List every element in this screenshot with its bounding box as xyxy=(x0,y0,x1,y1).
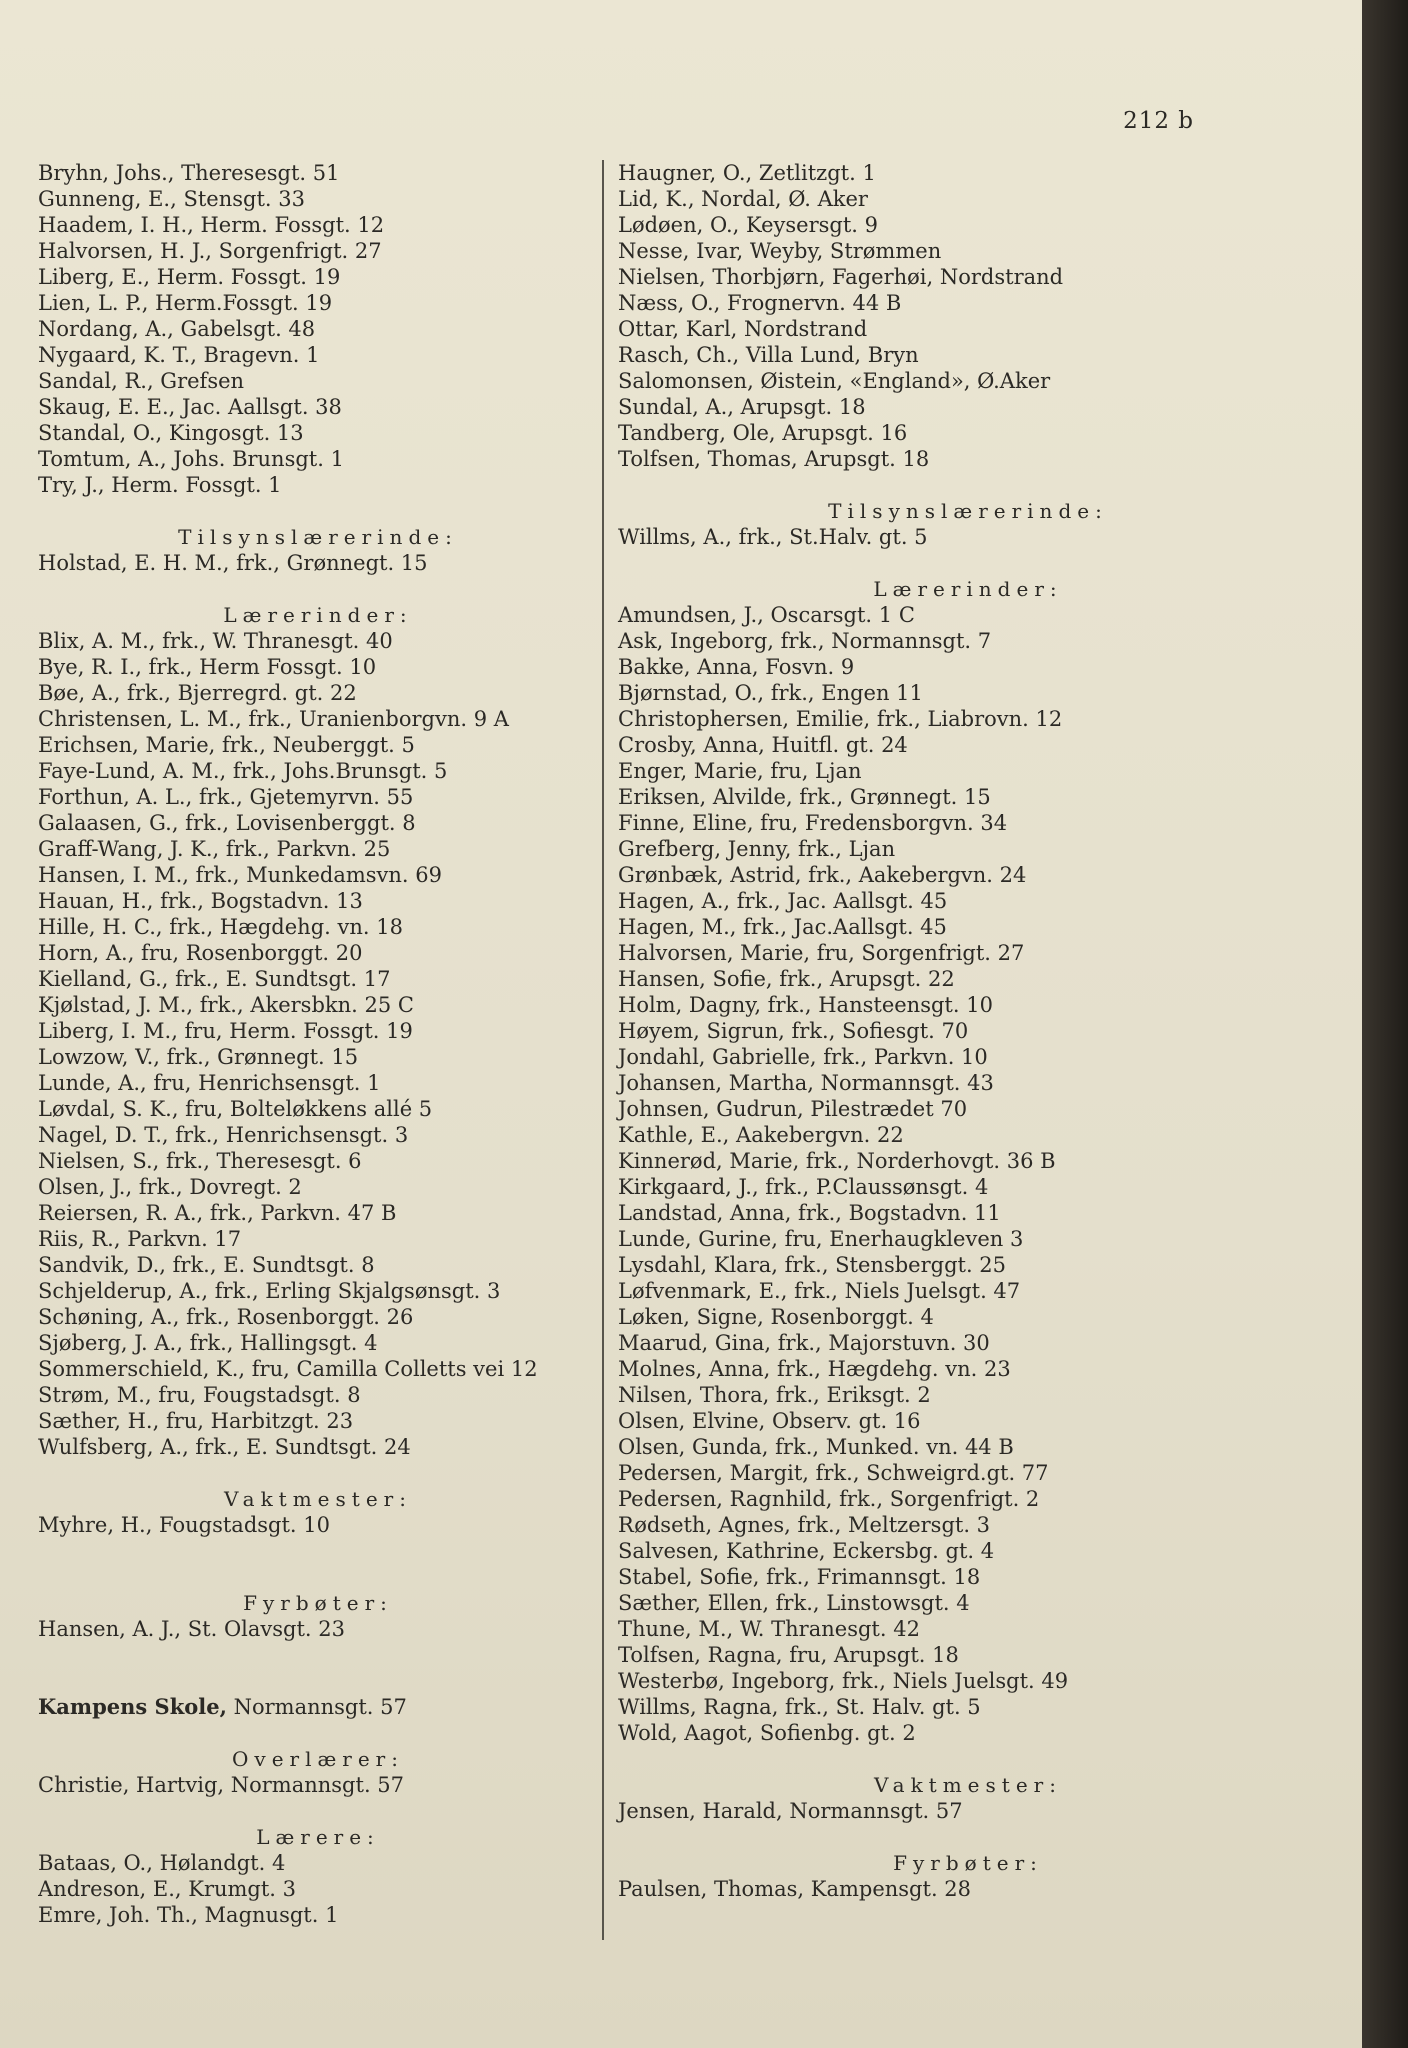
section-heading: Lærerinder: xyxy=(873,577,1063,601)
directory-entry: Thune, M., W. Thranesgt. 42 xyxy=(618,1617,920,1641)
directory-entry: Halvorsen, H. J., Sorgenfrigt. 27 xyxy=(38,239,382,263)
directory-entry: Try, J., Herm. Fossgt. 1 xyxy=(38,473,282,497)
directory-entry: Sæther, Ellen, frk., Linstowsgt. 4 xyxy=(618,1591,970,1615)
directory-entry: Nagel, D. T., frk., Henrichsensgt. 3 xyxy=(38,1123,409,1147)
directory-entry: Horn, A., fru, Rosenborggt. 20 xyxy=(38,941,363,965)
directory-entry: Olsen, J., frk., Dovregt. 2 xyxy=(38,1175,302,1199)
directory-entry: Bryhn, Johs., Theresesgt. 51 xyxy=(38,161,340,185)
directory-entry: Christie, Hartvig, Normannsgt. 57 xyxy=(38,1773,405,1797)
directory-entry: Skaug, E. E., Jac. Aallsgt. 38 xyxy=(38,395,342,419)
directory-entry: Westerbø, Ingeborg, frk., Niels Juelsgt. 49 xyxy=(618,1669,1069,1693)
directory-entry: Rødseth, Agnes, frk., Meltzersgt. 3 xyxy=(618,1513,991,1537)
directory-entry: Lien, L. P., Herm.Fossgt. 19 xyxy=(38,291,333,315)
directory-entry: Maarud, Gina, frk., Majorstuvn. 30 xyxy=(618,1331,990,1355)
directory-entry: Jondahl, Gabrielle, frk., Parkvn. 10 xyxy=(618,1045,988,1069)
directory-entry: Sundal, A., Arupsgt. 18 xyxy=(618,395,866,419)
directory-entry: Lid, K., Nordal, Ø. Aker xyxy=(618,187,868,211)
directory-entry: Hagen, A., frk., Jac. Aallsgt. 45 xyxy=(618,889,948,913)
directory-entry: Reiersen, R. A., frk., Parkvn. 47 B xyxy=(38,1201,397,1225)
directory-entry: Løvdal, S. K., fru, Bolteløkkens allé 5 xyxy=(38,1097,433,1121)
directory-entry: Liberg, E., Herm. Fossgt. 19 xyxy=(38,265,341,289)
directory-entry: Gunneng, E., Stensgt. 33 xyxy=(38,187,305,211)
school-name: Kampens Skole, xyxy=(38,1694,227,1719)
directory-entry: Lysdahl, Klara, frk., Stensberggt. 25 xyxy=(618,1253,1007,1277)
section-heading: Vaktmester: xyxy=(224,1487,412,1511)
directory-entry: Lødøen, O., Keysersgt. 9 xyxy=(618,213,879,237)
directory-entry: Tomtum, A., Johs. Brunsgt. 1 xyxy=(38,447,344,471)
directory-entry: Crosby, Anna, Huitfl. gt. 24 xyxy=(618,733,908,757)
directory-entry: Ask, Ingeborg, frk., Normannsgt. 7 xyxy=(618,629,992,653)
directory-entry: Finne, Eline, fru, Fredensborgvn. 34 xyxy=(618,811,1008,835)
directory-entry: Sandal, R., Grefsen xyxy=(38,369,245,393)
directory-entry: Tolfsen, Thomas, Arupsgt. 18 xyxy=(618,447,930,471)
column-divider xyxy=(602,160,604,1940)
spacer xyxy=(38,1538,598,1564)
directory-entry: Haugner, O., Zetlitzgt. 1 xyxy=(618,161,876,185)
section-heading: Lærere: xyxy=(256,1825,380,1849)
directory-entry: Nielsen, Thorbjørn, Fagerhøi, Nordstrand xyxy=(618,265,1064,289)
directory-entry: Riis, R., Parkvn. 17 xyxy=(38,1227,242,1251)
directory-entry: Sommerschield, K., fru, Camilla Colletts vei 12 xyxy=(38,1357,538,1381)
directory-entry: Næss, O., Frognervn. 44 B xyxy=(618,291,902,315)
directory-entry: Løfvenmark, E., frk., Niels Juelsgt. 47 xyxy=(618,1279,1021,1303)
directory-entry: Wulfsberg, A., frk., E. Sundtsgt. 24 xyxy=(38,1435,411,1459)
directory-entry: Nilsen, Thora, frk., Eriksgt. 2 xyxy=(618,1383,931,1407)
section-heading: Overlærer: xyxy=(232,1747,404,1771)
directory-entry: Holstad, E. H. M., frk., Grønnegt. 15 xyxy=(38,551,428,575)
directory-entry: Nordang, A., Gabelsgt. 48 xyxy=(38,317,316,341)
directory-entry: Wold, Aagot, Sofienbg. gt. 2 xyxy=(618,1721,916,1745)
directory-entry: Hansen, I. M., frk., Munkedamsvn. 69 xyxy=(38,863,442,887)
directory-entry: Pedersen, Ragnhild, frk., Sorgenfrigt. 2 xyxy=(618,1487,1040,1511)
directory-entry: Bjørnstad, O., frk., Engen 11 xyxy=(618,681,923,705)
directory-entry: Tandberg, Ole, Arupsgt. 16 xyxy=(618,421,908,445)
directory-entry: Willms, Ragna, frk., St. Halv. gt. 5 xyxy=(618,1695,981,1719)
directory-entry: Strøm, M., fru, Fougstadsgt. 8 xyxy=(38,1383,361,1407)
directory-entry: Bye, R. I., frk., Herm Fossgt. 10 xyxy=(38,655,377,679)
directory-entry: Kjølstad, J. M., frk., Akersbkn. 25 C xyxy=(38,993,414,1017)
spacer xyxy=(38,1642,598,1694)
directory-entry: Hauan, H., frk., Bogstadvn. 13 xyxy=(38,889,363,913)
directory-entry: Schøning, A., frk., Rosenborggt. 26 xyxy=(38,1305,414,1329)
directory-entry: Landstad, Anna, frk., Bogstadvn. 11 xyxy=(618,1201,1001,1225)
directory-entry: Myhre, H., Fougstadsgt. 10 xyxy=(38,1513,330,1537)
directory-entry: Grønbæk, Astrid, frk., Aakebergvn. 24 xyxy=(618,863,1027,887)
right-column xyxy=(618,160,1318,1902)
directory-entry: Hansen, A. J., St. Olavsgt. 23 xyxy=(38,1617,345,1641)
directory-entry: Standal, O., Kingosgt. 13 xyxy=(38,421,304,445)
directory-entry: Christensen, L. M., frk., Uranienborgvn. 9 A xyxy=(38,707,509,731)
directory-entry: Johansen, Martha, Normannsgt. 43 xyxy=(618,1071,994,1095)
directory-entry: Forthun, A. L., frk., Gjetemyrvn. 55 xyxy=(38,785,414,809)
directory-entry: Bøe, A., frk., Bjerregrd. gt. 22 xyxy=(38,681,357,705)
directory-entry: Olsen, Gunda, frk., Munked. vn. 44 B xyxy=(618,1435,1014,1459)
directory-entry: Haadem, I. H., Herm. Fossgt. 12 xyxy=(38,213,385,237)
directory-entry: Kinnerød, Marie, frk., Norderhovgt. 36 B xyxy=(618,1149,1056,1173)
directory-entry: Lunde, A., fru, Henrichsensgt. 1 xyxy=(38,1071,381,1095)
directory-entry: Faye-Lund, A. M., frk., Johs.Brunsgt. 5 xyxy=(38,759,448,783)
directory-entry: Lunde, Gurine, fru, Enerhaugkleven 3 xyxy=(618,1227,1024,1251)
directory-entry: Salvesen, Kathrine, Eckersbg. gt. 4 xyxy=(618,1539,995,1563)
directory-entry: Kirkgaard, J., frk., P.Claussønsgt. 4 xyxy=(618,1175,989,1199)
directory-entry: Emre, Joh. Th., Magnusgt. 1 xyxy=(38,1903,339,1927)
directory-entry: Bakke, Anna, Fosvn. 9 xyxy=(618,655,855,679)
directory-entry: Høyem, Sigrun, frk., Sofiesgt. 70 xyxy=(618,1019,969,1043)
directory-entry: Erichsen, Marie, frk., Neuberggt. 5 xyxy=(38,733,415,757)
scan-background-edge xyxy=(1362,0,1408,2048)
directory-entry: Liberg, I. M., fru, Herm. Fossgt. 19 xyxy=(38,1019,413,1043)
directory-entry: Jensen, Harald, Normannsgt. 57 xyxy=(618,1799,963,1823)
directory-entry: Galaasen, G., frk., Lovisenberggt. 8 xyxy=(38,811,416,835)
directory-entry: Rasch, Ch., Villa Lund, Bryn xyxy=(618,343,919,367)
directory-entry: Ottar, Karl, Nordstrand xyxy=(618,317,868,341)
directory-entry: Holm, Dagny, frk., Hansteensgt. 10 xyxy=(618,993,993,1017)
directory-entry: Molnes, Anna, frk., Hægdehg. vn. 23 xyxy=(618,1357,1011,1381)
directory-entry: Nielsen, S., frk., Theresesgt. 6 xyxy=(38,1149,362,1173)
directory-entry: Hagen, M., frk., Jac.Aallsgt. 45 xyxy=(618,915,947,939)
directory-entry: Sæther, H., fru, Harbitzgt. 23 xyxy=(38,1409,354,1433)
directory-entry: Schjelderup, A., frk., Erling Skjalgsønsgt. 3 xyxy=(38,1279,501,1303)
section-heading: Fyrbøter: xyxy=(893,1851,1043,1875)
directory-entry: Paulsen, Thomas, Kampensgt. 28 xyxy=(618,1877,972,1901)
directory-entry: Graff-Wang, J. K., frk., Parkvn. 25 xyxy=(38,837,391,861)
directory-entry: Willms, A., frk., St.Halv. gt. 5 xyxy=(618,525,928,549)
directory-entry: Pedersen, Margit, frk., Schweigrd.gt. 77 xyxy=(618,1461,1049,1485)
school-address: Normannsgt. 57 xyxy=(233,1695,407,1719)
directory-entry: Løken, Signe, Rosenborggt. 4 xyxy=(618,1305,934,1329)
section-heading: Tilsynslærerinde: xyxy=(178,525,458,549)
page-number: 212 b xyxy=(1123,108,1194,134)
section-heading: Lærerinder: xyxy=(223,603,413,627)
directory-entry: Nygaard, K. T., Bragevn. 1 xyxy=(38,343,320,367)
directory-entry: Kielland, G., frk., E. Sundtsgt. 17 xyxy=(38,967,391,991)
directory-entry: Olsen, Elvine, Observ. gt. 16 xyxy=(618,1409,921,1433)
directory-entry: Bataas, O., Hølandgt. 4 xyxy=(38,1851,286,1875)
directory-entry: Sjøberg, J. A., frk., Hallingsgt. 4 xyxy=(38,1331,378,1355)
directory-entry: Sandvik, D., frk., E. Sundtsgt. 8 xyxy=(38,1253,375,1277)
directory-entry: Eriksen, Alvilde, frk., Grønnegt. 15 xyxy=(618,785,991,809)
directory-entry: Stabel, Sofie, frk., Frimannsgt. 18 xyxy=(618,1565,981,1589)
directory-entry: Johnsen, Gudrun, Pilestrædet 70 xyxy=(618,1097,968,1121)
school-header xyxy=(38,1694,598,1720)
directory-entry: Andreson, E., Krumgt. 3 xyxy=(38,1877,297,1901)
directory-entry: Grefberg, Jenny, frk., Ljan xyxy=(618,837,896,861)
directory-entry: Amundsen, J., Oscarsgt. 1 C xyxy=(618,603,915,627)
directory-entry: Halvorsen, Marie, fru, Sorgenfrigt. 27 xyxy=(618,941,1025,965)
directory-entry: Hansen, Sofie, frk., Arupsgt. 22 xyxy=(618,967,955,991)
directory-entry: Tolfsen, Ragna, fru, Arupsgt. 18 xyxy=(618,1643,959,1667)
directory-entry: Hille, H. C., frk., Hægdehg. vn. 18 xyxy=(38,915,403,939)
directory-entry: Enger, Marie, fru, Ljan xyxy=(618,759,862,783)
section-heading: Tilsynslærerinde: xyxy=(828,499,1108,523)
directory-entry: Blix, A. M., frk., W. Thranesgt. 40 xyxy=(38,629,393,653)
section-heading: Vaktmester: xyxy=(874,1773,1062,1797)
directory-entry: Kathle, E., Aakebergvn. 22 xyxy=(618,1123,904,1147)
section-heading: Fyrbøter: xyxy=(243,1591,393,1615)
directory-entry: Lowzow, V., frk., Grønnegt. 15 xyxy=(38,1045,359,1069)
directory-entry: Christophersen, Emilie, frk., Liabrovn. 12 xyxy=(618,707,1063,731)
directory-entry: Salomonsen, Øistein, «England», Ø.Aker xyxy=(618,369,1051,393)
directory-entry: Nesse, Ivar, Weyby, Strømmen xyxy=(618,239,942,263)
left-column xyxy=(38,160,598,1928)
